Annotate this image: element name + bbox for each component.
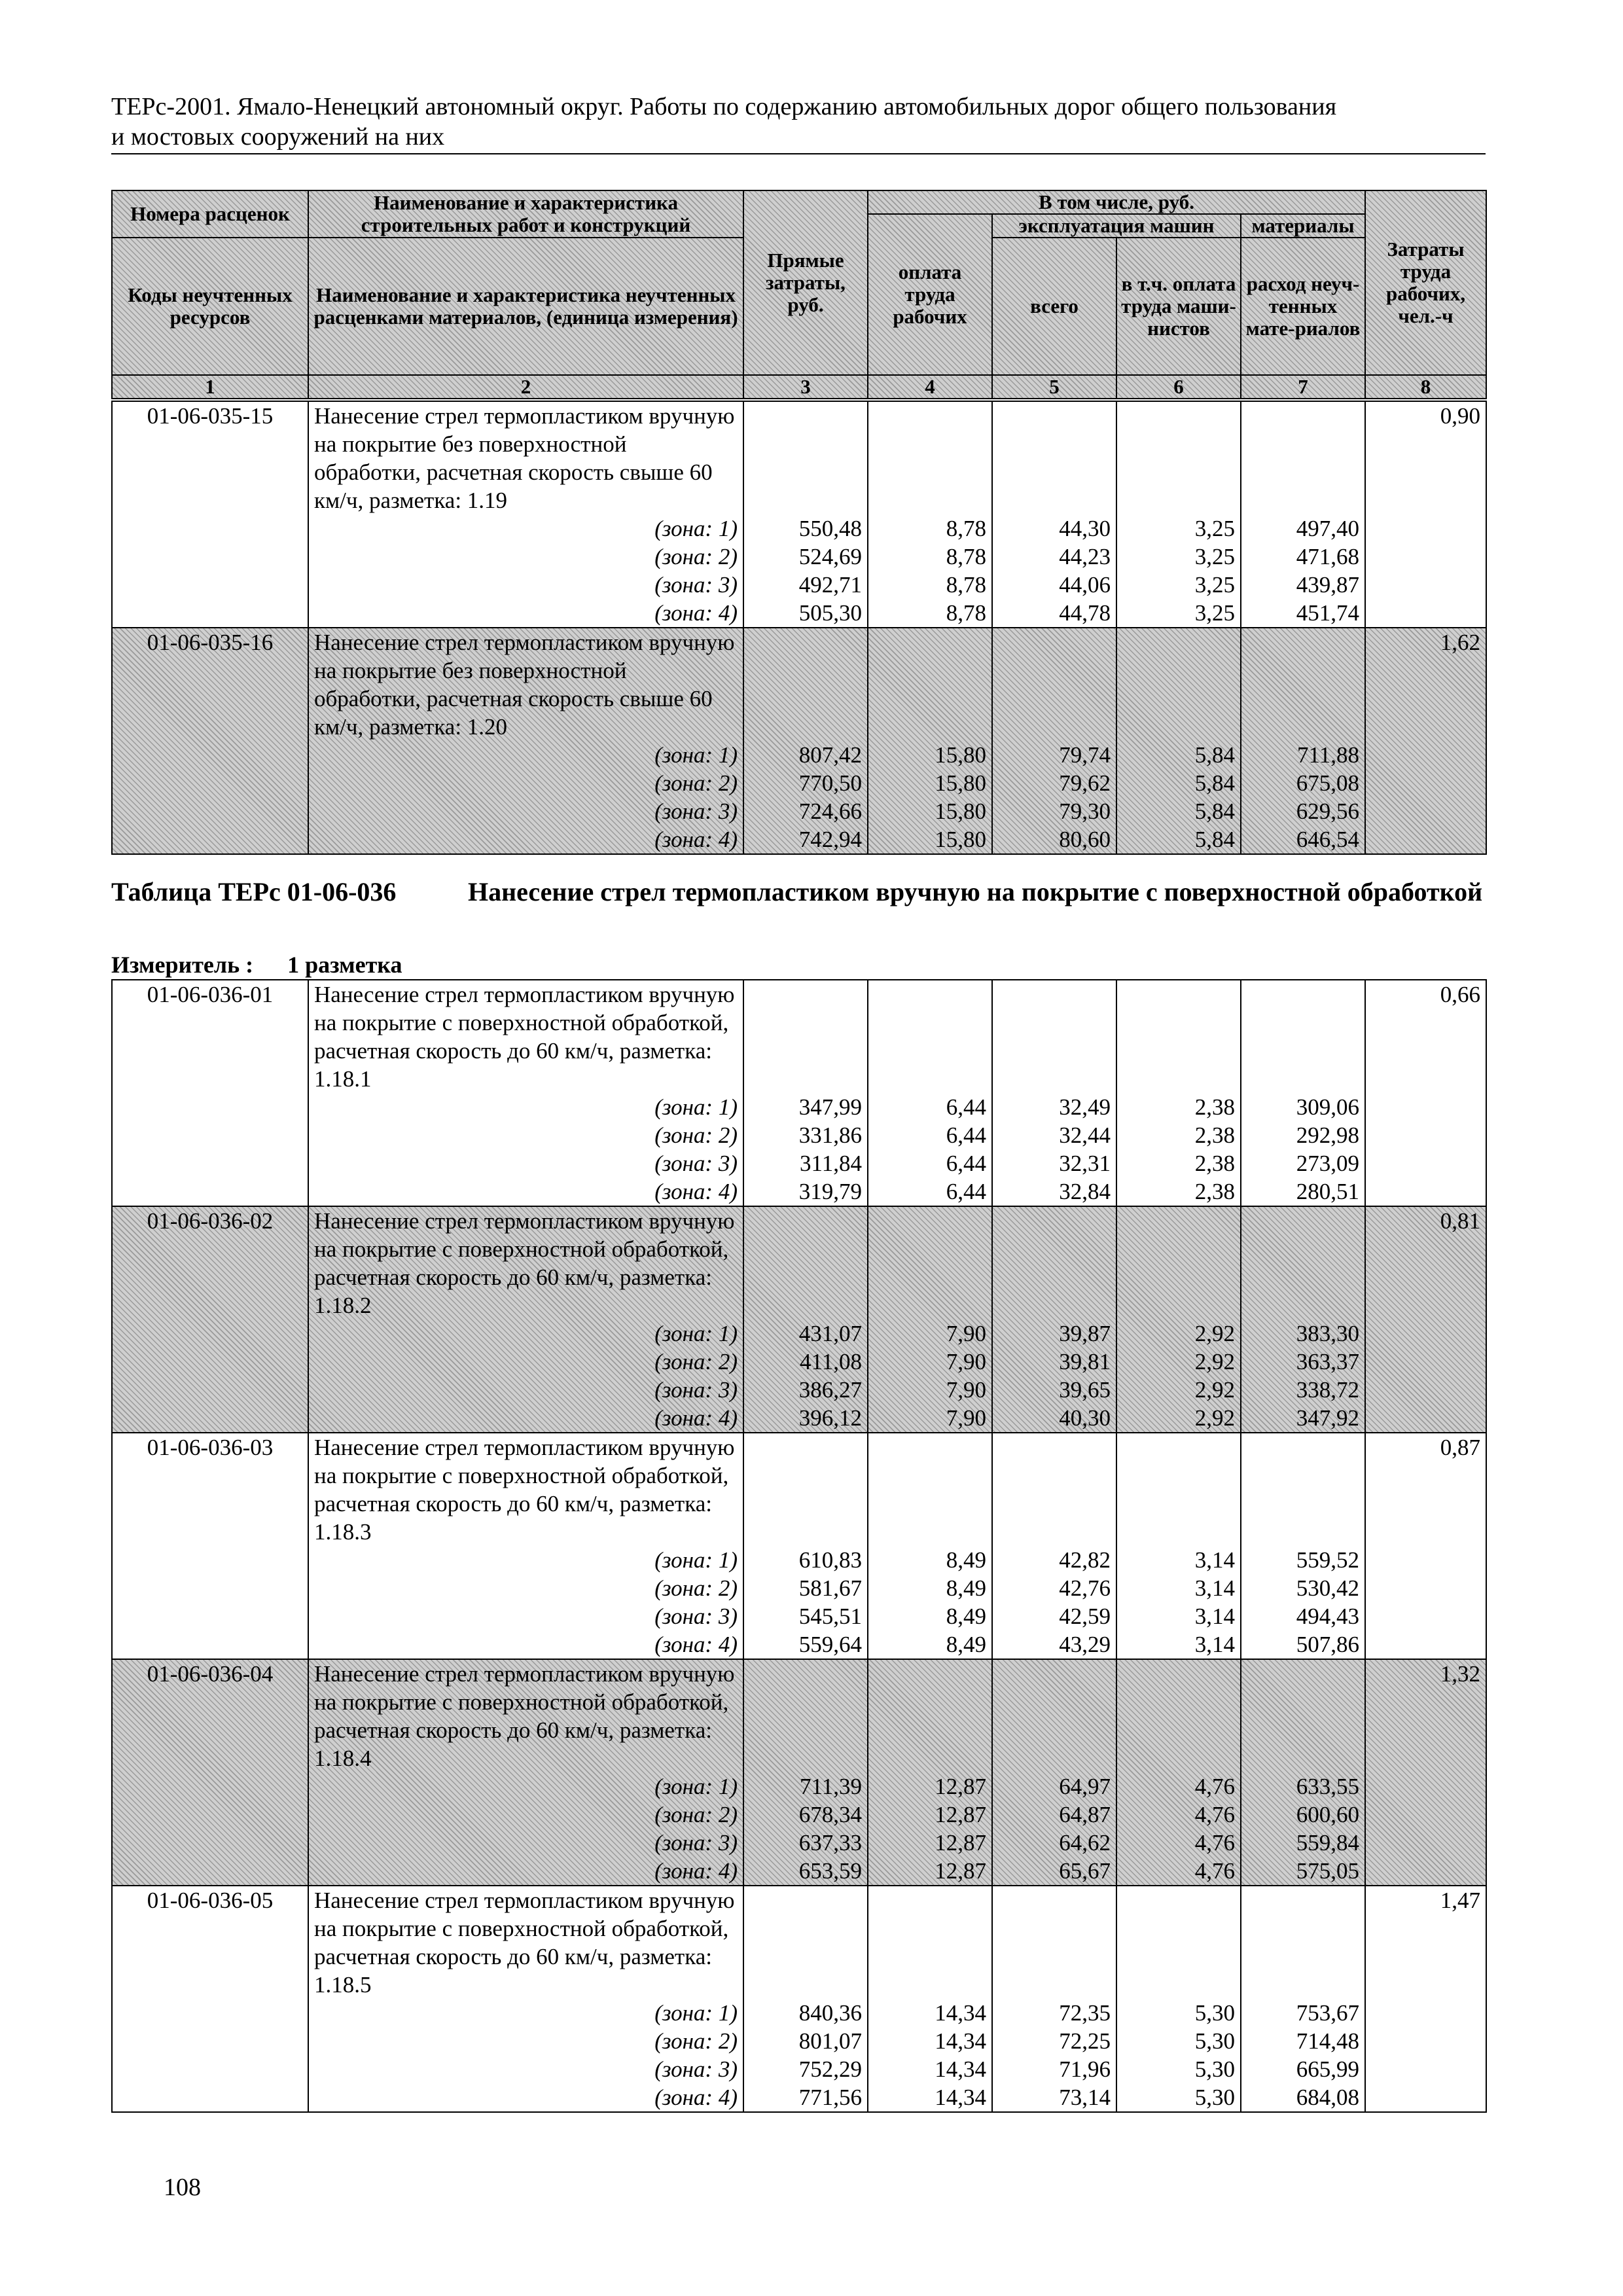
value-cell (743, 1659, 868, 1886)
zone-label: (зона: 2) (654, 770, 738, 796)
col-header-rate-number: Номера расценок (112, 190, 308, 238)
rate-row (112, 1206, 1486, 1433)
rate-row (112, 401, 1486, 628)
col-header-material-name: Наименование и характеристика неучтенных расценками материалов, (единица измерения) (308, 238, 743, 375)
value-cell (992, 1659, 1116, 1886)
zone-value: 73,14 (1059, 2085, 1111, 2110)
zone-value: 610,83 (798, 1547, 862, 1573)
zone-value: 14,34 (935, 2085, 986, 2110)
zone-value: 581,67 (798, 1575, 862, 1601)
zone-value: 559,64 (798, 1632, 862, 1657)
rate-description: Нанесение стрел термопластиком вручную на покрытие с поверхностной обработкой, расчетная скорость до 60 км/ч, разметка: 1.18.1 (314, 982, 735, 1092)
value-cell (1116, 628, 1241, 854)
labor-hours: 0,81 (1365, 1206, 1486, 1433)
page-header (111, 92, 1486, 154)
value-cell (1241, 401, 1365, 628)
zone-label: (зона: 1) (654, 2000, 738, 2026)
rate-description: Нанесение стрел термопластиком вручную на покрытие с поверхностной обработкой, расчетная скорость до 60 км/ч, разметка: 1.18.5 (314, 1888, 735, 1998)
value-cell (743, 1886, 868, 2112)
zone-value: 6,44 (946, 1179, 986, 1204)
zone-label: (зона: 3) (654, 1830, 738, 1856)
zone-value: 600,60 (1296, 1802, 1359, 1827)
zone-label: (зона: 4) (654, 1632, 738, 1657)
value-cell (868, 1886, 992, 2112)
zone-label: (зона: 1) (654, 1094, 738, 1120)
zone-value: 14,34 (935, 2056, 986, 2082)
rate-row (112, 1659, 1486, 1886)
zone-value: 64,87 (1059, 1802, 1111, 1827)
zone-value: 12,87 (935, 1858, 986, 1884)
value-cell (868, 401, 992, 628)
zone-value: 559,52 (1296, 1547, 1359, 1573)
zone-value: 801,07 (798, 2028, 862, 2054)
value-cell (992, 980, 1116, 1206)
zone-value: 5,84 (1194, 827, 1235, 852)
zone-value: 12,87 (935, 1830, 986, 1856)
zone-value: 338,72 (1296, 1377, 1359, 1403)
zone-value: 311,84 (800, 1151, 862, 1176)
zone-value: 79,30 (1059, 798, 1111, 824)
rate-code: 01-06-035-16 (112, 628, 308, 854)
zone-value: 39,65 (1059, 1377, 1111, 1403)
zone-value: 471,68 (1296, 544, 1359, 569)
col-number: 1 (112, 375, 308, 399)
zone-value: 5,30 (1194, 2028, 1235, 2054)
zone-value: 497,40 (1296, 516, 1359, 541)
rate-code: 01-06-035-15 (112, 401, 308, 628)
zone-value: 411,08 (800, 1349, 862, 1374)
zone-value: 42,82 (1059, 1547, 1111, 1573)
value-cell (992, 401, 1116, 628)
value-cell (1241, 628, 1365, 854)
rate-row (112, 1433, 1486, 1659)
col-number: 2 (308, 375, 743, 399)
zone-value: 492,71 (798, 572, 862, 598)
zone-value: 80,60 (1059, 827, 1111, 852)
zone-label: (зона: 4) (654, 600, 738, 626)
col-header-materials: материалы (1241, 214, 1365, 238)
col-number: 8 (1365, 375, 1486, 399)
zone-value: 42,76 (1059, 1575, 1111, 1601)
zone-value: 32,44 (1059, 1122, 1111, 1148)
zone-value: 2,38 (1194, 1122, 1235, 1148)
zone-value: 14,34 (935, 2028, 986, 2054)
zone-value: 2,38 (1194, 1151, 1235, 1176)
zone-value: 7,90 (946, 1405, 986, 1431)
value-cell (743, 980, 868, 1206)
rate-description: Нанесение стрел термопластиком вручную на покрытие без поверхностной обработки, расчетная скорость свыше 60 км/ч, разметка: 1.19 (314, 403, 735, 513)
zone-value: 3,25 (1194, 572, 1235, 598)
zone-value: 5,84 (1194, 770, 1235, 796)
zone-label: (зона: 4) (654, 2085, 738, 2110)
zone-value: 71,96 (1059, 2056, 1111, 2082)
rate-description-cell (308, 1433, 743, 1659)
col-header-including: В том числе, руб. (868, 190, 1365, 214)
zone-value: 396,12 (798, 1405, 862, 1431)
zone-label: (зона: 2) (654, 1575, 738, 1601)
zone-value: 280,51 (1296, 1179, 1359, 1204)
zone-label: (зона: 3) (654, 1151, 738, 1176)
zone-value: 4,76 (1194, 1774, 1235, 1799)
zone-value: 72,35 (1059, 2000, 1111, 2026)
zone-value: 807,42 (798, 742, 862, 768)
rate-description-cell (308, 628, 743, 854)
zone-label: (зона: 3) (654, 2056, 738, 2082)
value-cell (1116, 980, 1241, 1206)
zone-value: 8,49 (946, 1575, 986, 1601)
labor-hours: 1,47 (1365, 1886, 1486, 2112)
zone-value: 7,90 (946, 1349, 986, 1374)
zone-value: 505,30 (798, 600, 862, 626)
col-number: 5 (992, 375, 1116, 399)
zone-value: 431,07 (798, 1321, 862, 1346)
zone-label: (зона: 4) (654, 1179, 738, 1204)
table-title: Нанесение стрел термопластиком вручную на покрытие с поверхностной обработкой (468, 877, 1483, 906)
zone-label: (зона: 1) (654, 516, 738, 541)
value-cell (1241, 1886, 1365, 2112)
zone-value: 507,86 (1296, 1632, 1359, 1657)
rates-table-036 (111, 979, 1487, 2113)
rates-table-035 (111, 401, 1487, 855)
zone-value: 678,34 (798, 1802, 862, 1827)
col-number: 6 (1116, 375, 1241, 399)
zone-value: 771,56 (798, 2085, 862, 2110)
zone-value: 8,49 (946, 1604, 986, 1629)
zone-label: (зона: 3) (654, 1604, 738, 1629)
zone-value: 39,81 (1059, 1349, 1111, 1374)
value-cell (743, 628, 868, 854)
zone-value: 3,14 (1194, 1547, 1235, 1573)
value-cell (868, 980, 992, 1206)
rate-code: 01-06-036-05 (112, 1886, 308, 2112)
measure-value: 1 разметка (287, 952, 402, 978)
col-header-resource-codes: Коды неучтенных ресурсов (112, 238, 308, 375)
zone-value: 79,62 (1059, 770, 1111, 796)
zone-value: 8,78 (946, 600, 986, 626)
col-number: 4 (868, 375, 992, 399)
value-cell (868, 628, 992, 854)
value-cell (743, 401, 868, 628)
zone-value: 43,29 (1059, 1632, 1111, 1657)
col-number: 7 (1241, 375, 1365, 399)
rate-description-cell (308, 1206, 743, 1433)
labor-hours: 0,90 (1365, 401, 1486, 628)
col-header-material-use: расход неуч-тенных мате-риалов (1241, 238, 1365, 375)
zone-value: 494,43 (1296, 1604, 1359, 1629)
zone-value: 439,87 (1296, 572, 1359, 598)
zone-value: 675,08 (1296, 770, 1359, 796)
zone-value: 559,84 (1296, 1830, 1359, 1856)
page-number: 108 (164, 2174, 201, 2201)
zone-value: 6,44 (946, 1122, 986, 1148)
rate-description: Нанесение стрел термопластиком вручную на покрытие без поверхностной обработки, расчетная скорость свыше 60 км/ч, разметка: 1.20 (314, 630, 735, 740)
measure-label: Измеритель : (111, 952, 254, 978)
value-cell (743, 1206, 868, 1433)
header-line-1: ТЕРс-2001. Ямало-Ненецкий автономный округ. Работы по содержанию автомобильных дорог общего пользования (111, 93, 1337, 120)
labor-hours: 0,87 (1365, 1433, 1486, 1659)
zone-value: 39,87 (1059, 1321, 1111, 1346)
value-cell (992, 628, 1116, 854)
zone-value: 72,25 (1059, 2028, 1111, 2054)
zone-value: 6,44 (946, 1094, 986, 1120)
zone-value: 5,84 (1194, 798, 1235, 824)
zone-label: (зона: 2) (654, 1349, 738, 1374)
zone-value: 711,88 (1297, 742, 1359, 768)
zone-label: (зона: 3) (654, 1377, 738, 1403)
zone-value: 3,25 (1194, 516, 1235, 541)
zone-value: 8,78 (946, 516, 986, 541)
value-cell (868, 1659, 992, 1886)
zone-label: (зона: 1) (654, 1321, 738, 1346)
zone-value: 12,87 (935, 1774, 986, 1799)
col-header-labor-hours: Затраты труда рабочих, чел.-ч (1365, 190, 1486, 375)
zone-value: 44,23 (1059, 544, 1111, 569)
zone-value: 8,49 (946, 1547, 986, 1573)
zone-value: 32,31 (1059, 1151, 1111, 1176)
zone-value: 347,99 (798, 1094, 862, 1120)
zone-value: 742,94 (798, 827, 862, 852)
rate-code: 01-06-036-02 (112, 1206, 308, 1433)
zone-label: (зона: 2) (654, 544, 738, 569)
zone-value: 7,90 (946, 1321, 986, 1346)
zone-label: (зона: 1) (654, 742, 738, 768)
zone-value: 79,74 (1059, 742, 1111, 768)
zone-value: 3,14 (1194, 1632, 1235, 1657)
zone-value: 32,49 (1059, 1094, 1111, 1120)
table-number: Таблица ТЕРс 01-06-036 (111, 877, 397, 906)
rate-description-cell (308, 980, 743, 1206)
zone-value: 530,42 (1296, 1575, 1359, 1601)
zone-value: 665,99 (1296, 2056, 1359, 2082)
zone-value: 8,78 (946, 572, 986, 598)
rate-description: Нанесение стрел термопластиком вручную на покрытие с поверхностной обработкой, расчетная скорость до 60 км/ч, разметка: 1.18.4 (314, 1661, 735, 1771)
zone-value: 629,56 (1296, 798, 1359, 824)
zone-value: 575,05 (1296, 1858, 1359, 1884)
value-cell (1241, 1433, 1365, 1659)
zone-value: 6,44 (946, 1151, 986, 1176)
zone-value: 3,25 (1194, 600, 1235, 626)
zone-value: 2,38 (1194, 1094, 1235, 1120)
zone-value: 331,86 (798, 1122, 862, 1148)
zone-value: 2,92 (1194, 1405, 1235, 1431)
value-cell (1116, 1659, 1241, 1886)
zone-value: 44,06 (1059, 572, 1111, 598)
value-cell (1116, 1433, 1241, 1659)
zone-value: 8,49 (946, 1632, 986, 1657)
value-cell (1116, 1886, 1241, 2112)
zone-value: 5,30 (1194, 2056, 1235, 2082)
labor-hours: 1,62 (1365, 628, 1486, 854)
zone-value: 3,14 (1194, 1575, 1235, 1601)
zone-value: 5,30 (1194, 2000, 1235, 2026)
zone-value: 8,78 (946, 544, 986, 569)
zone-value: 4,76 (1194, 1802, 1235, 1827)
zone-label: (зона: 3) (654, 798, 738, 824)
zone-value: 646,54 (1296, 827, 1359, 852)
rate-description: Нанесение стрел термопластиком вручную на покрытие с поверхностной обработкой, расчетная скорость до 60 км/ч, разметка: 1.18.3 (314, 1435, 735, 1545)
zone-value: 637,33 (798, 1830, 862, 1856)
value-cell (868, 1206, 992, 1433)
rate-code: 01-06-036-01 (112, 980, 308, 1206)
zone-label: (зона: 4) (654, 827, 738, 852)
zone-value: 724,66 (798, 798, 862, 824)
zone-label: (зона: 1) (654, 1547, 738, 1573)
zone-value: 840,36 (798, 2000, 862, 2026)
zone-value: 2,92 (1194, 1377, 1235, 1403)
zone-value: 292,98 (1296, 1122, 1359, 1148)
zone-value: 753,67 (1296, 2000, 1359, 2026)
zone-value: 40,30 (1059, 1405, 1111, 1431)
col-header-machinist-pay: в т.ч. оплата труда маши-нистов (1116, 238, 1241, 375)
zone-value: 32,84 (1059, 1179, 1111, 1204)
zone-value: 309,06 (1296, 1094, 1359, 1120)
zone-value: 4,76 (1194, 1830, 1235, 1856)
zone-value: 14,34 (935, 2000, 986, 2026)
value-cell (1241, 980, 1365, 1206)
value-cell (992, 1206, 1116, 1433)
zone-value: 770,50 (798, 770, 862, 796)
zone-value: 752,29 (798, 2056, 862, 2082)
zone-value: 15,80 (935, 742, 986, 768)
rate-description: Нанесение стрел термопластиком вручную на покрытие с поверхностной обработкой, расчетная скорость до 60 км/ч, разметка: 1.18.2 (314, 1208, 735, 1318)
value-cell (743, 1433, 868, 1659)
zone-value: 633,55 (1296, 1774, 1359, 1799)
measure-unit (111, 950, 402, 979)
value-cell (992, 1886, 1116, 2112)
value-cell (992, 1433, 1116, 1659)
zone-value: 347,92 (1296, 1405, 1359, 1431)
rate-code: 01-06-036-03 (112, 1433, 308, 1659)
zone-label: (зона: 2) (654, 1122, 738, 1148)
zone-value: 15,80 (935, 827, 986, 852)
zone-value: 524,69 (798, 544, 862, 569)
value-cell (1116, 1206, 1241, 1433)
zone-label: (зона: 4) (654, 1858, 738, 1884)
zone-value: 545,51 (798, 1604, 862, 1629)
zone-value: 2,92 (1194, 1321, 1235, 1346)
col-header-direct-costs: Прямые затраты, руб. (743, 190, 868, 375)
col-header-machines-total: всего (992, 238, 1116, 375)
zone-value: 7,90 (946, 1377, 986, 1403)
rate-row (112, 628, 1486, 854)
zone-value: 2,38 (1194, 1179, 1235, 1204)
labor-hours: 0,66 (1365, 980, 1486, 1206)
value-cell (1241, 1659, 1365, 1886)
rate-description-cell (308, 1886, 743, 2112)
col-header-worker-pay: оплата труда рабочих (868, 214, 992, 375)
col-header-machines: эксплуатация машин (992, 214, 1241, 238)
zone-value: 5,84 (1194, 742, 1235, 768)
column-header-table (111, 190, 1487, 399)
rate-code: 01-06-036-04 (112, 1659, 308, 1886)
zone-value: 363,37 (1296, 1349, 1359, 1374)
rate-row (112, 980, 1486, 1206)
rate-description-cell (308, 401, 743, 628)
zone-value: 15,80 (935, 770, 986, 796)
zone-value: 273,09 (1296, 1151, 1359, 1176)
zone-value: 4,76 (1194, 1858, 1235, 1884)
zone-label: (зона: 1) (654, 1774, 738, 1799)
rate-description-cell (308, 1659, 743, 1886)
zone-value: 5,30 (1194, 2085, 1235, 2110)
zone-value: 44,78 (1059, 600, 1111, 626)
zone-value: 44,30 (1059, 516, 1111, 541)
zone-value: 2,92 (1194, 1349, 1235, 1374)
zone-value: 64,62 (1059, 1830, 1111, 1856)
value-cell (1241, 1206, 1365, 1433)
zone-label: (зона: 3) (654, 572, 738, 598)
zone-value: 65,67 (1059, 1858, 1111, 1884)
zone-label: (зона: 2) (654, 2028, 738, 2054)
value-cell (1116, 401, 1241, 628)
labor-hours: 1,32 (1365, 1659, 1486, 1886)
zone-value: 714,48 (1296, 2028, 1359, 2054)
zone-value: 386,27 (798, 1377, 862, 1403)
zone-value: 550,48 (798, 516, 862, 541)
header-line-2: и мостовых сооружений на них (111, 123, 445, 151)
zone-value: 15,80 (935, 798, 986, 824)
col-header-work-name: Наименование и характеристика строительных работ и конструкций (308, 190, 743, 238)
zone-value: 653,59 (798, 1858, 862, 1884)
rate-row (112, 1886, 1486, 2112)
zone-value: 42,59 (1059, 1604, 1111, 1629)
zone-value: 12,87 (935, 1802, 986, 1827)
zone-label: (зона: 2) (654, 1802, 738, 1827)
zone-value: 383,30 (1296, 1321, 1359, 1346)
zone-value: 64,97 (1059, 1774, 1111, 1799)
col-number: 3 (743, 375, 868, 399)
zone-value: 3,14 (1194, 1604, 1235, 1629)
zone-label: (зона: 4) (654, 1405, 738, 1431)
zone-value: 711,39 (800, 1774, 862, 1799)
zone-value: 451,74 (1296, 600, 1359, 626)
zone-value: 684,08 (1296, 2085, 1359, 2110)
zone-value: 3,25 (1194, 544, 1235, 569)
value-cell (868, 1433, 992, 1659)
zone-value: 319,79 (798, 1179, 862, 1204)
